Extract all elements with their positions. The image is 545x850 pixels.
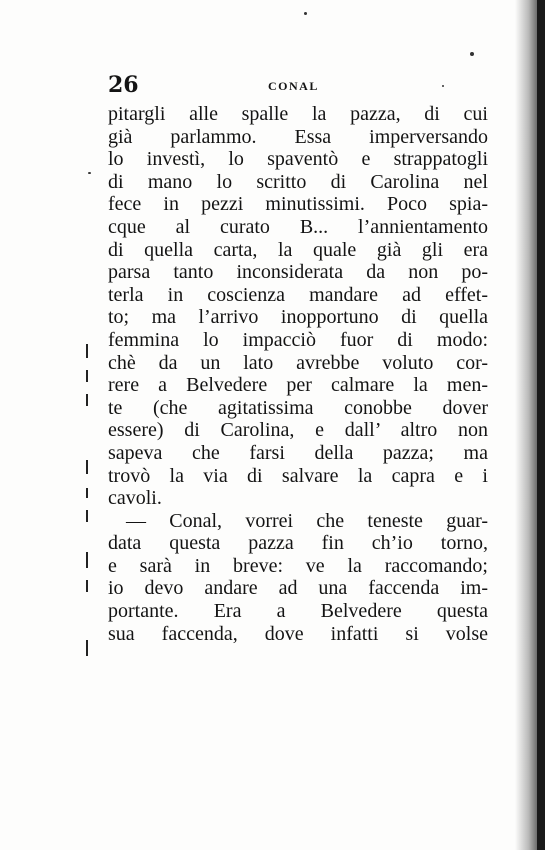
margin-mark	[86, 488, 88, 498]
text-line: trovò la via di salvare la capra e i	[108, 464, 488, 487]
text-line: chè da un lato avrebbe voluto cor-	[108, 351, 488, 374]
ink-speck	[88, 172, 91, 174]
text-line: te (che agitatissima conobbe dover	[108, 396, 488, 419]
margin-mark	[86, 580, 88, 592]
text-line: e sarà in breve: ve la raccomando;	[108, 554, 488, 577]
text-line: di quella carta, la quale già gli era	[108, 238, 488, 261]
text-line: terla in coscienza mandare ad effet-	[108, 283, 488, 306]
text-line: rere a Belvedere per calmare la men-	[108, 374, 488, 397]
text-line: parsa tanto inconsiderata da non po-	[108, 261, 488, 284]
text-line: to; ma l’arrivo inopportuno di quella	[108, 306, 488, 329]
margin-mark	[86, 344, 88, 358]
body-text	[108, 103, 488, 645]
text-line: cque al curato B... l’annientamento	[108, 215, 488, 238]
margin-mark	[86, 460, 88, 474]
text-line: di mano lo scritto di Carolina nel	[108, 170, 488, 193]
text-line: portante. Era a Belvedere questa	[108, 600, 488, 623]
text-line: pitargli alle spalle la pazza, di cui	[108, 103, 488, 125]
text-line: — Conal, vorrei che teneste guar-	[126, 509, 488, 532]
margin-mark	[86, 552, 88, 568]
spine-edge	[537, 0, 545, 850]
running-title: CONAL	[268, 79, 319, 93]
text-line: femmina lo impacciò fuor di modo:	[108, 328, 488, 351]
text-line: sua faccenda, dove infatti si volse	[108, 622, 488, 645]
text-line: fece in pezzi minutissimi. Poco spia-	[108, 193, 488, 216]
text-line: lo investì, lo spaventò e strappatogli	[108, 148, 488, 171]
margin-mark	[86, 394, 88, 406]
running-head	[108, 72, 493, 98]
text-line: data questa pazza fin ch’io torno,	[108, 532, 488, 555]
margin-marks	[82, 340, 96, 670]
text-line: già parlammo. Essa imperversando	[108, 125, 488, 148]
text-line: cavoli.	[108, 487, 162, 510]
margin-mark	[86, 510, 88, 522]
ink-speck	[470, 52, 474, 56]
margin-mark	[86, 640, 88, 656]
margin-mark	[86, 370, 88, 382]
text-line: essere) di Carolina, e dall’ altro non	[108, 419, 488, 442]
text-line: sapeva che farsi della pazza; ma	[108, 441, 488, 464]
ink-speck	[304, 12, 307, 15]
page-number: 26	[108, 72, 139, 98]
text-line: io devo andare ad una faccenda im-	[108, 577, 488, 600]
